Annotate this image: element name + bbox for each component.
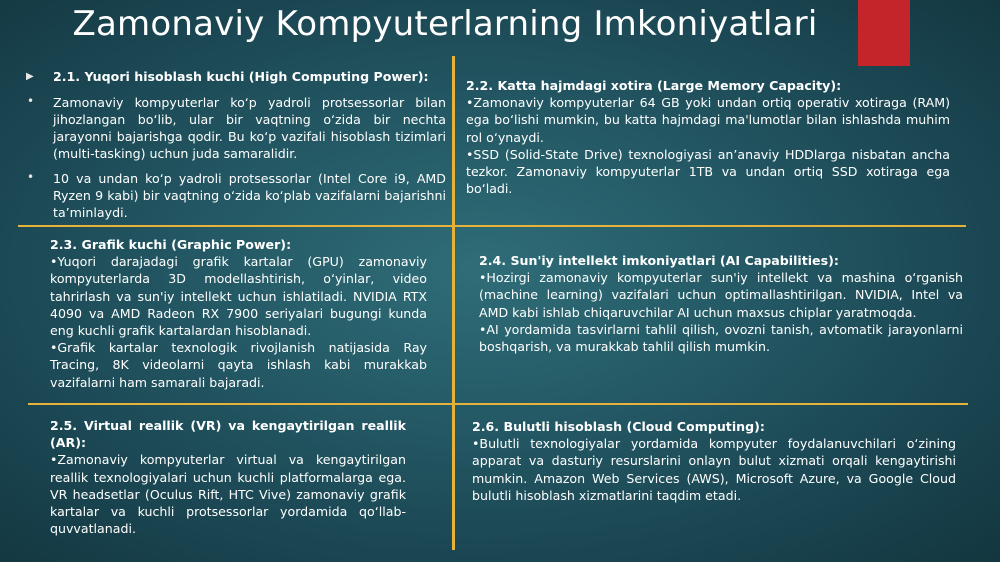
section-heading: 2.4. Sun'iy intellekt imkoniyatlari (AI Capabilities): bbox=[479, 253, 839, 268]
section-heading: 2.3. Grafik kuchi (Graphic Power): bbox=[50, 237, 292, 252]
section-graphic-power bbox=[50, 236, 427, 391]
section-paragraph: •Yuqori darajadagi grafik kartalar (GPU) zamonaviy kompyuterlarda 3D modellashtirish, o‘yinlar, video tahrirlash va sun'iy intellekt uchun ishlatiladi. NVIDIA RTX 4090 va AMD Radeon RX 7900 seriyalari bugungi kunda eng kuchli grafik kartalardan hisoblanadi. bbox=[50, 254, 427, 339]
dot-bullet-icon: • bbox=[27, 94, 35, 108]
section-ai-capabilities bbox=[479, 252, 963, 355]
section-paragraph: •Hozirgi zamonaviy kompyuterlar sun'iy intellekt va mashina o‘rganish (machine learning) vazifalari uchun optimallashtirilgan. NVIDIA, Intel va AMD kabi ishlab chiqaruvchilar AI uchun maxsus chiplar yaratmoqda. bbox=[479, 270, 963, 320]
section-paragraph: •Grafik kartalar texnologik rivojlanish natijasida Ray Tracing, 8K videolarni qayta ishlash kabi murakkab vazifalarni ham samarali bajaradi. bbox=[50, 340, 427, 390]
section-heading: 2.5. Virtual reallik (VR) va kengaytirilgan reallik (AR): bbox=[50, 418, 406, 451]
section-paragraph: 10 va undan ko‘p yadroli protsessorlar (Intel Core i9, AMD Ryzen 9 kabi) bir vaqtning o‘zida ko‘plab vazifalarni bajarishni ta’minlaydi. bbox=[53, 171, 446, 220]
vertical-divider bbox=[452, 56, 455, 550]
bullet-row-para2 bbox=[26, 170, 446, 221]
section-high-computing-power bbox=[26, 68, 446, 221]
section-cloud-computing bbox=[472, 418, 956, 504]
section-large-memory bbox=[466, 77, 950, 197]
section-heading: 2.1. Yuqori hisoblash kuchi (High Computing Power): bbox=[53, 69, 429, 84]
red-accent-tab bbox=[858, 0, 910, 66]
section-paragraph: •SSD (Solid-State Drive) texnologiyasi an’anaviy HDDlarga nisbatan ancha tezkor. Zamonaviy kompyuterlar 1TB va undan ortiq SSD xotiraga ega bo‘ladi. bbox=[466, 146, 950, 197]
section-heading: 2.6. Bulutli hisoblash (Cloud Computing): bbox=[472, 419, 765, 434]
section-heading: 2.2. Katta hajmdagi xotira (Large Memory Capacity): bbox=[466, 78, 842, 93]
section-paragraph: •Zamonaviy kompyuterlar virtual va kengaytirilgan reallik texnologiyalari uchun kuchli platformalarga ega. VR headsetlar (Oculus Rift, HTC Vive) zamonaviy grafik kartalar va kuchli protsessorlar yordamida qo‘llab-quvvatlanadi. bbox=[50, 452, 406, 537]
section-paragraph: Zamonaviy kompyuterlar ko‘p yadroli protsessorlar bilan jihozlangan bo‘lib, ular bir vaqtning o‘zida bir nechta jarayonni bajarishga qodir. Bu ko‘p vazifali hisoblash tizimlari (multi-tasking) uchun juda samaralidir. bbox=[53, 95, 446, 161]
dot-bullet-icon: • bbox=[27, 170, 35, 184]
section-paragraph: •Bulutli texnologiyalar yordamida kompyuter foydalanuvchilari o‘zining apparat va dasturiy resurslarini onlayn bulut xizmati orqali kengaytirishi mumkin. Amazon Web Services (AWS), Microsoft Azure, va Google Cloud bulutli hisoblash xizmatlarini taqdim etadi. bbox=[472, 436, 956, 503]
bullet-row-para1 bbox=[26, 94, 446, 162]
bullet-row-heading bbox=[26, 68, 446, 85]
section-vr-ar bbox=[50, 417, 406, 537]
horizontal-divider-bottom bbox=[28, 403, 968, 405]
triangle-bullet-icon: ▶ bbox=[26, 71, 34, 82]
section-paragraph: •AI yordamida tasvirlarni tahlil qilish, ovozni tanish, avtomatik jarayonlarni boshqarish, va murakkab tahlil qilish mumkin. bbox=[479, 321, 963, 355]
section-paragraph: •Zamonaviy kompyuterlar 64 GB yoki undan ortiq operativ xotiraga (RAM) ega bo‘lishi mumkin, bu katta hajmdagi ma'lumotlar bilan ishlashda muhim rol o‘ynaydi. bbox=[466, 95, 950, 145]
slide-title: Zamonaviy Kompyuterlarning Imkoniyatlari bbox=[72, 4, 818, 44]
horizontal-divider-top bbox=[18, 225, 966, 227]
